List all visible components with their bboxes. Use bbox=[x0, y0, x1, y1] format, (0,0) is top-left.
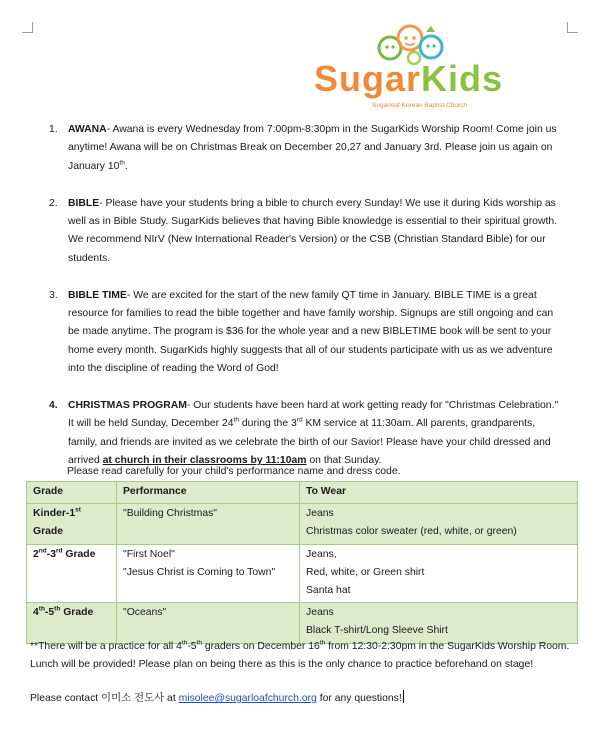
grade-text: 2 bbox=[33, 548, 39, 560]
logo-church-name: Sugarloaf Korean Baptist Church bbox=[372, 102, 468, 109]
superscript: nd bbox=[38, 547, 47, 555]
list-number: 1. bbox=[49, 124, 58, 135]
logo-word-kids: Kids bbox=[421, 58, 504, 99]
item-text: - Awana is every Wednesday from 7:00pm-8:30pm in the SugarKids Worship Room! Come join us anytime! Awana will be on Christmas Break on December 20,27 and January 3rd. Please join us again on January 10 bbox=[68, 124, 557, 172]
header-grade: Grade bbox=[27, 482, 117, 504]
note-text: **There will be a practice for all 4 bbox=[30, 641, 182, 652]
wear-cell bbox=[300, 544, 578, 603]
item-title: BIBLE TIME bbox=[68, 289, 127, 301]
page-corner-mark-top-right bbox=[567, 22, 578, 33]
item-text: during the 3 bbox=[239, 418, 297, 430]
grade-text: Grade bbox=[33, 526, 64, 538]
grade-text: -5 bbox=[44, 607, 55, 619]
announcement-bible bbox=[49, 195, 561, 269]
item-title: AWANA bbox=[68, 124, 107, 135]
performance-name: "Building Christmas" bbox=[123, 508, 217, 520]
superscript: th bbox=[196, 639, 202, 647]
table-row bbox=[27, 544, 578, 603]
logo-wordmark bbox=[314, 58, 503, 100]
list-number: 3. bbox=[49, 289, 58, 301]
note-text: graders on December 16 bbox=[201, 641, 320, 652]
grade-text: Kinder-1 bbox=[33, 508, 76, 520]
header-to-wear: To Wear bbox=[300, 482, 578, 504]
note-text: -5 bbox=[187, 641, 197, 652]
table-row bbox=[27, 504, 578, 544]
performance-name: "Oceans" bbox=[123, 607, 167, 619]
contact-email-link[interactable]: misolee@sugarloafchurch.org bbox=[178, 693, 317, 704]
superscript: st bbox=[75, 506, 81, 514]
item-text: - We are excited for the start of the new family QT time in January. BIBLE TIME is a great resource for families to read the bible together and have family worship. Signups are still ongoing and can be made anytime. The program is $36 for the whole year and a new BIBLETIME book will be sent to your home every month. SugarKids highly suggests that all of our students participate with us as we adventure into the discipline of reading the Word of God! bbox=[68, 289, 554, 375]
announcement-bible-time bbox=[49, 287, 561, 379]
note-text: from 12:30-2:30pm in the SugarKids Worship Room. Lunch will be provided! Please plan on being there as this is the only chance to practice beforehand on stage! bbox=[30, 641, 570, 671]
announcement-awana bbox=[49, 121, 561, 176]
list-number: 2. bbox=[49, 197, 58, 209]
grade-text: -3 bbox=[46, 548, 56, 560]
list-number: 4. bbox=[49, 400, 58, 412]
performance-name: "First Noel" bbox=[123, 548, 175, 560]
contact-text: Please contact 이미소 전도사 at bbox=[30, 693, 179, 704]
superscript: th bbox=[233, 416, 239, 424]
superscript: rd bbox=[55, 547, 63, 555]
performance-cell bbox=[117, 544, 300, 603]
wear-item: Santa hat bbox=[306, 585, 351, 597]
item-text: KM service at 11:30am. All parents, grandparents, family, and friends are invited as we celebrate the birth of our Savior! Please have your child dressed and arrived bbox=[68, 418, 551, 467]
wear-item: Jeans bbox=[306, 607, 334, 619]
contact-line bbox=[30, 690, 404, 708]
item-text: on that Sunday. bbox=[306, 455, 382, 467]
table-header-row bbox=[27, 482, 578, 504]
wear-item: Jeans, bbox=[306, 548, 337, 560]
superscript: th bbox=[54, 605, 61, 613]
grade-cell bbox=[27, 504, 117, 544]
logo-word-sugar: Sugar bbox=[314, 58, 422, 99]
arrival-time-emphasis: at church in their classrooms by 11:10am bbox=[102, 455, 307, 467]
superscript: rd bbox=[296, 416, 303, 424]
announcement-christmas-program bbox=[49, 397, 561, 471]
item-text: - Please have your students bring a bible to church every Sunday! We use it during Kids worship as well as in Bible Study. SugarKids believes that having Bible knowledge is essential to their spiritual growth. We recommend NIrV (New International Reader's Version) or the CSB (Christian Standard Bible) for our students. bbox=[68, 197, 558, 264]
performance-dress-table bbox=[26, 481, 578, 644]
wear-item: Red, white, or Green shirt bbox=[306, 566, 425, 578]
practice-note bbox=[30, 638, 578, 675]
item-text: - Our students have been hard at work getting ready for "Christmas Celebration." It will be held Sunday, December 24 bbox=[68, 400, 559, 430]
grade-cell bbox=[27, 544, 117, 603]
item-title: BIBLE bbox=[68, 197, 100, 209]
text-cursor bbox=[403, 690, 404, 703]
item-title: CHRISTMAS PROGRAM bbox=[68, 400, 187, 412]
performance-name: "Jesus Christ is Coming to Town" bbox=[123, 566, 276, 578]
wear-item: Black T-shirt/Long Sleeve Shirt bbox=[306, 625, 448, 637]
table-intro-text: Please read carefully for your child's performance name and dress code. bbox=[67, 466, 401, 477]
wear-item: Jeans bbox=[306, 508, 334, 520]
grade-text: Grade bbox=[60, 607, 94, 619]
superscript: th bbox=[181, 639, 188, 647]
page-corner-mark-top-left bbox=[22, 22, 33, 33]
superscript: th bbox=[119, 159, 125, 167]
contact-text: for any questions! bbox=[316, 693, 402, 704]
superscript: th bbox=[319, 639, 326, 647]
grade-text: 4 bbox=[33, 607, 39, 619]
sugarkids-logo bbox=[306, 18, 504, 114]
superscript: th bbox=[38, 605, 45, 613]
performance-cell bbox=[117, 504, 300, 544]
wear-cell bbox=[300, 504, 578, 544]
wear-item: Christmas color sweater (red, white, or green) bbox=[306, 526, 517, 538]
item-text: . bbox=[124, 160, 128, 172]
header-performance: Performance bbox=[117, 482, 300, 504]
announcement-list bbox=[49, 121, 561, 489]
grade-text: Grade bbox=[62, 548, 96, 560]
